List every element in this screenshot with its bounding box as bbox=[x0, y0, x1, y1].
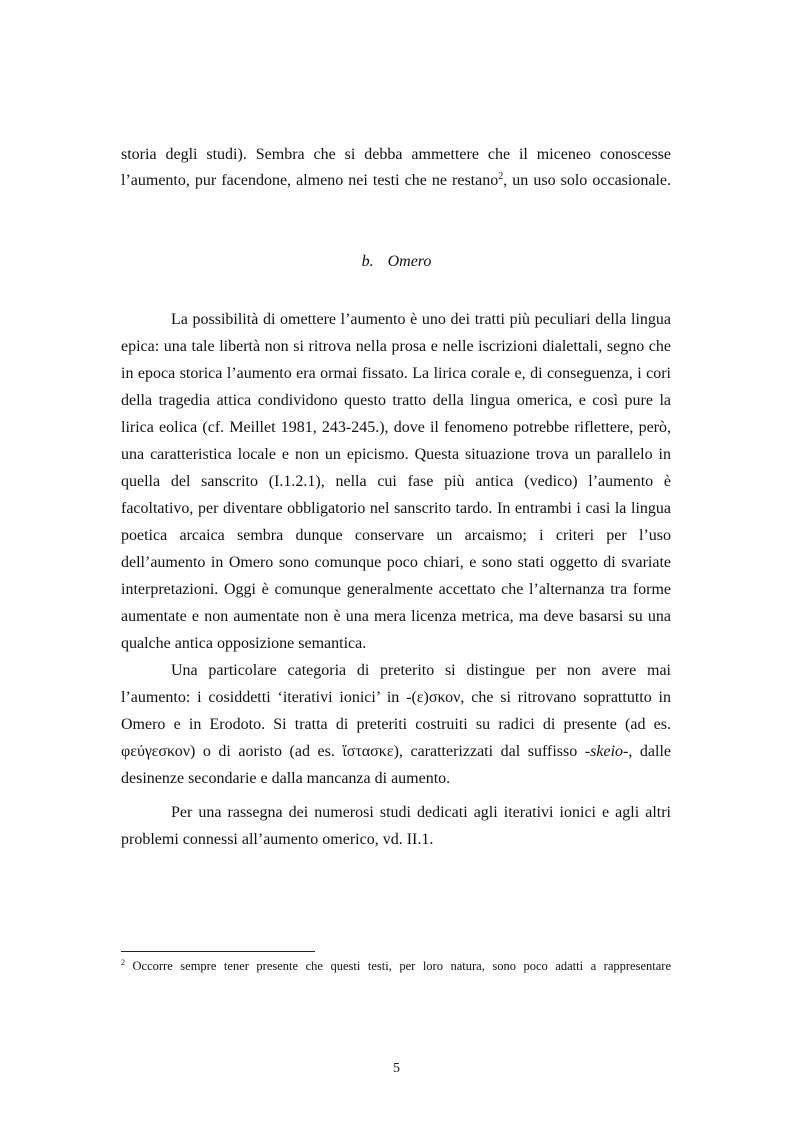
paragraph-1-line-13: qualche antica opposizione semantica. bbox=[121, 635, 367, 652]
footnote-reference[interactable]: 2 bbox=[498, 171, 504, 182]
top-paragraph-text: l’aumento, pur facendone, almeno nei testi che ne restano bbox=[121, 172, 499, 189]
page-number: 5 bbox=[393, 1061, 400, 1076]
paragraph-1-line-7: quella del sanscrito (I.1.2.1), nella cui fase più antica (vedico) l’aumento è bbox=[121, 473, 671, 490]
suffix-italic: -skeio- bbox=[584, 743, 629, 760]
paragraph-1-line-5: lirica eolica (cf. Meillet 1981, 243-245.), dove il fenomeno potrebbe riflettere, però, bbox=[121, 419, 671, 436]
footnote bbox=[121, 958, 671, 974]
paragraph-2-line-4-end: , dalle bbox=[628, 743, 672, 760]
paragraph-1-line-9: poetica arcaica sembra dunque conservare un arcaismo; i criteri per l’uso bbox=[121, 527, 671, 544]
footnote-text: Occorre sempre tener presente che questi testi, per loro natura, sono poco adatti a rappresentare bbox=[125, 959, 671, 973]
paragraph-1-line-10: dell’aumento in Omero sono comunque poco chiari, e sono stati oggetto di svariate bbox=[121, 554, 671, 571]
top-paragraph-line-1: storia degli studi). Sembra che si debba ammettere che il miceneo conoscesse bbox=[121, 146, 671, 163]
paragraph-3-line-1: Per una rassegna dei numerosi studi dedicati agli iterativi ionici e agli altri bbox=[171, 804, 671, 821]
top-paragraph-text-end: , un uso solo occasionale. bbox=[503, 172, 671, 189]
paragraph-2-line-4-text: φεύγεσκον) o di aoristo (ad es. ἵστασκε), caratterizzati dal suffisso bbox=[121, 743, 585, 760]
paragraph-1-line-11: interpretazioni. Oggi è comunque generalmente accettato che l’alternanza tra forme bbox=[121, 581, 671, 598]
paragraph-2-line-2: l’aumento: i cosiddetti ‘iterativi ionici’ in -(ε)σκον, che si ritrovano soprattutto in bbox=[121, 689, 671, 706]
footnote-number: 2 bbox=[121, 958, 125, 967]
paragraph-2-line-3: Omero e in Erodoto. Si tratta di preteriti costruiti su radici di presente (ad es. bbox=[121, 716, 671, 733]
paragraph-1-line-2: epica: una tale libertà non si ritrova nella prosa e nelle iscrizioni dialettali, segno che bbox=[121, 338, 671, 355]
section-title: Omero bbox=[387, 253, 432, 270]
paragraph-2-line-5: desinenze secondarie e dalla mancanza di aumento. bbox=[121, 770, 451, 787]
paragraph-3-line-2: problemi connessi all’aumento omerico, vd. II.1. bbox=[121, 831, 434, 848]
paragraph-2-line-1: Una particolare categoria di preterito si distingue per non avere mai bbox=[171, 662, 671, 679]
paragraph-1-line-12: aumentate e non aumentate non è una mera licenza metrica, ma deve basarsi su una bbox=[121, 608, 671, 625]
paragraph-1-line-6: una caratteristica locale e non un epicismo. Questa situazione trova un parallelo in bbox=[121, 446, 671, 463]
paragraph-2-line-4 bbox=[121, 742, 671, 762]
paragraph-1-line-3: in epoca storica l’aumento era ormai fissato. La lirica corale e, di conseguenza, i cori bbox=[121, 365, 671, 382]
paragraph-1-line-1: La possibilità di omettere l’aumento è uno dei tratti più peculiari della lingua bbox=[171, 311, 671, 328]
top-paragraph-line-2 bbox=[121, 171, 671, 191]
section-letter: b. bbox=[361, 253, 374, 270]
footnote-divider bbox=[121, 951, 315, 952]
paragraph-1-line-4: della tragedia attica condividono questo tratto della lingua omerica, e così pure la bbox=[121, 392, 671, 409]
paragraph-1-line-8: facoltativo, per diventare obbligatorio nel sanscrito tardo. In entrambi i casi la lingua bbox=[121, 500, 671, 517]
section-heading bbox=[0, 252, 793, 272]
